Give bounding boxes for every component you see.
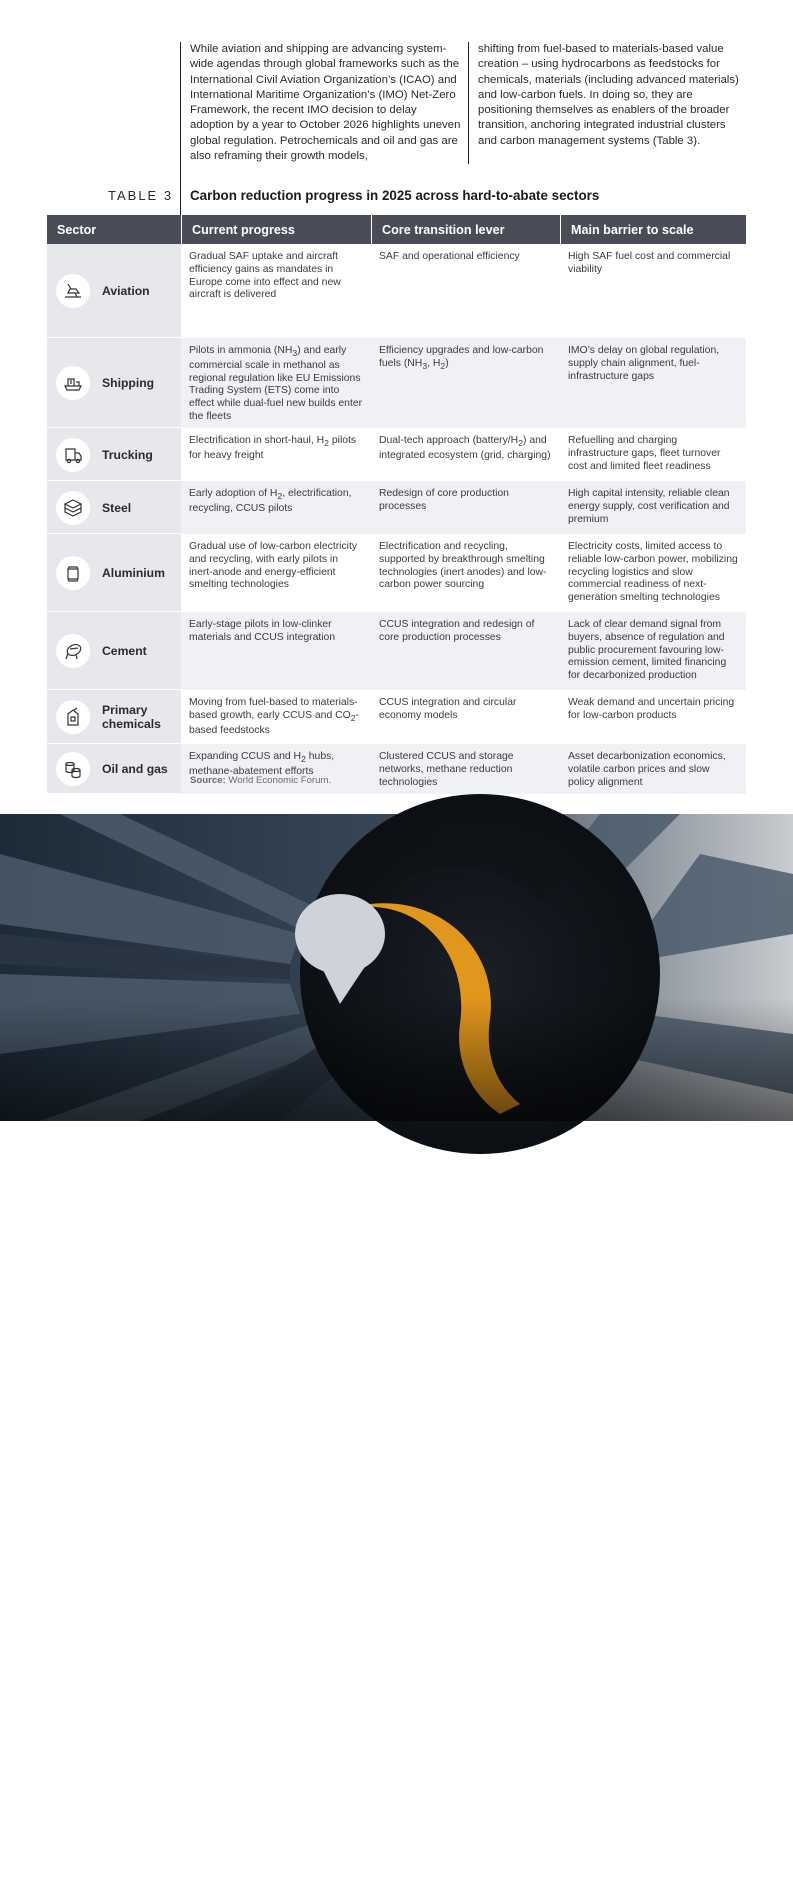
page-number: 10 — [734, 1891, 746, 1902]
barrier-cell: Refuelling and charging infrastructure gaps, fleet turnover cost and limited fleet readiness — [568, 435, 721, 472]
lever-cell: CCUS integration and circular economy models — [379, 697, 517, 721]
header-main-barrier: Main barrier to scale — [560, 215, 746, 244]
sector-cell — [47, 534, 181, 612]
progress-cell: Moving from fuel-based to materials-based growth, early CCUS and $CO_2$-based feedstocks — [189, 697, 360, 736]
sector-cell — [47, 612, 181, 690]
barrier-cell: Weak demand and uncertain pricing for low-carbon products — [568, 697, 735, 721]
lever-cell: Electrification and recycling, supported by breakthrough smelting technologies (inert anodes) and low-carbon power sourcing — [379, 541, 547, 591]
sector-name: Trucking — [102, 447, 153, 462]
intro-right-text: shifting from fuel-based to materials-based value creation – using hydrocarbons as feedstocks for chemicals, materials (including advanced materials) and low-carbon fuels. In doing so, they are positioning themselves as enablers of the broader transition, anchoring integrated industrial clusters and carbon management systems (Table 3). — [478, 43, 739, 147]
sector-name: Steel — [102, 500, 132, 515]
table-title: Carbon reduction progress in 2025 across hard-to-abate sectors — [190, 188, 600, 203]
sector-name: Aluminium — [102, 566, 165, 580]
lever-cell: Clustered CCUS and storage networks, methane reduction technologies — [379, 751, 514, 788]
progress-cell: Electrification in short-haul, $H_2$ pilots for heavy freight — [189, 435, 357, 461]
lever-cell: SAF and operational efficiency — [379, 251, 520, 262]
progress-cell: Gradual use of low-carbon electricity and recycling, with early pilots in inert-anode and energy-efficient smelting technologies — [189, 541, 358, 591]
lever-cell: Dual-tech approach $(battery/H_2)$ and integrated ecosystem (grid, charging) — [379, 435, 551, 461]
progress-cell: Pilots in ammonia $(NH_3)$ and early commercial scale in methanol as regional regulation like EU Emissions Trading System (ETS) come into effect while dual-fuel new builds enter the fleets — [189, 345, 363, 423]
sector-cell — [47, 481, 181, 534]
sector-name: Shipping — [102, 376, 155, 390]
sector-cell — [47, 244, 181, 338]
airplane-icon — [56, 274, 90, 308]
progress-cell: Early-stage pilots in low-clinker materials and CCUS integration — [189, 619, 336, 643]
table-row — [47, 534, 746, 612]
barrier-cell: Asset decarbonization economics, volatile carbon prices and slow policy alignment — [568, 751, 726, 788]
progress-cell: Early adoption of $H_2$, electrification, recycling, CCUS pilots — [189, 488, 352, 514]
page-footer: Scaling the Industrial Transition: Hard-to-Abate Sectors and Net-Zero Progress in 2025 10 — [317, 1891, 746, 1902]
sector-name: Cement — [102, 644, 147, 658]
cement-mixer-icon — [56, 634, 90, 668]
table-row — [47, 428, 746, 481]
sector-name: Oil and gas — [102, 762, 168, 776]
source-note: Source: World Economic Forum. — [190, 775, 332, 786]
jet-engine-photo — [0, 814, 793, 1902]
lever-cell: Redesign of core production processes — [379, 488, 509, 512]
table-row — [47, 338, 746, 428]
header-sector: Sector — [57, 222, 97, 237]
table-row — [47, 690, 746, 744]
column-rule — [468, 42, 469, 164]
barrier-cell: Lack of clear demand signal from buyers, absence of regulation and public procurement favouring low-emission cement, limited financing for decarbonized production — [568, 619, 727, 682]
table-row — [47, 481, 746, 534]
sector-name: Aviation — [102, 284, 150, 298]
sector-name: Primary chemicals — [102, 703, 161, 731]
barrier-cell: High capital intensity, reliable clean energy supply, cost verification and premium — [568, 488, 730, 525]
truck-icon — [56, 438, 90, 472]
lever-cell: CCUS integration and redesign of core production processes — [379, 619, 535, 643]
header-current-progress: Current progress — [181, 215, 371, 244]
table-label: TABLE 3 — [108, 188, 174, 203]
table-row — [47, 244, 746, 338]
sector-cell — [47, 744, 181, 794]
sector-table — [47, 215, 746, 794]
sector-cell — [47, 338, 181, 428]
aluminium-can-icon — [56, 556, 90, 590]
sector-cell — [47, 690, 181, 744]
table-header — [47, 215, 746, 244]
barrier-cell: Electricity costs, limited access to reliable low-carbon power, mobilizing recycling logistics and slow commercial readiness of next-generation smelting technologies — [568, 541, 738, 604]
sector-cell — [47, 428, 181, 481]
chemical-container-icon — [56, 700, 90, 734]
progress-cell: Expanding CCUS and $H_2$ hubs, methane-abatement efforts — [189, 751, 335, 777]
oil-barrels-icon — [56, 752, 90, 786]
steel-beams-icon — [56, 491, 90, 525]
ship-icon — [56, 366, 90, 400]
table-row — [47, 612, 746, 690]
progress-cell: Gradual SAF uptake and aircraft efficiency gains as mandates in Europe come into effect and new aircraft is delivered — [189, 251, 341, 301]
intro-left-text: While aviation and shipping are advancing system-wide agendas through global frameworks such as the International Civil Aviation Organization’s (ICAO) and International Maritime Organization’s (IMO) Net-Zero Framework, the recent IMO decision to delay adoption by a year to October 2026 highlights uneven global regulation. Petrochemicals and oil and gas are also reframing their growth models, — [190, 43, 461, 163]
barrier-cell: IMO’s delay on global regulation, supply chain alignment, fuel-infrastructure gaps — [568, 345, 720, 382]
header-core-lever: Core transition lever — [371, 215, 560, 244]
table-row — [47, 744, 746, 794]
lever-cell: Efficiency upgrades and low-carbon fuels ($NH_3$, $H_2$) — [379, 345, 544, 371]
barrier-cell: High SAF fuel cost and commercial viability — [568, 251, 731, 275]
